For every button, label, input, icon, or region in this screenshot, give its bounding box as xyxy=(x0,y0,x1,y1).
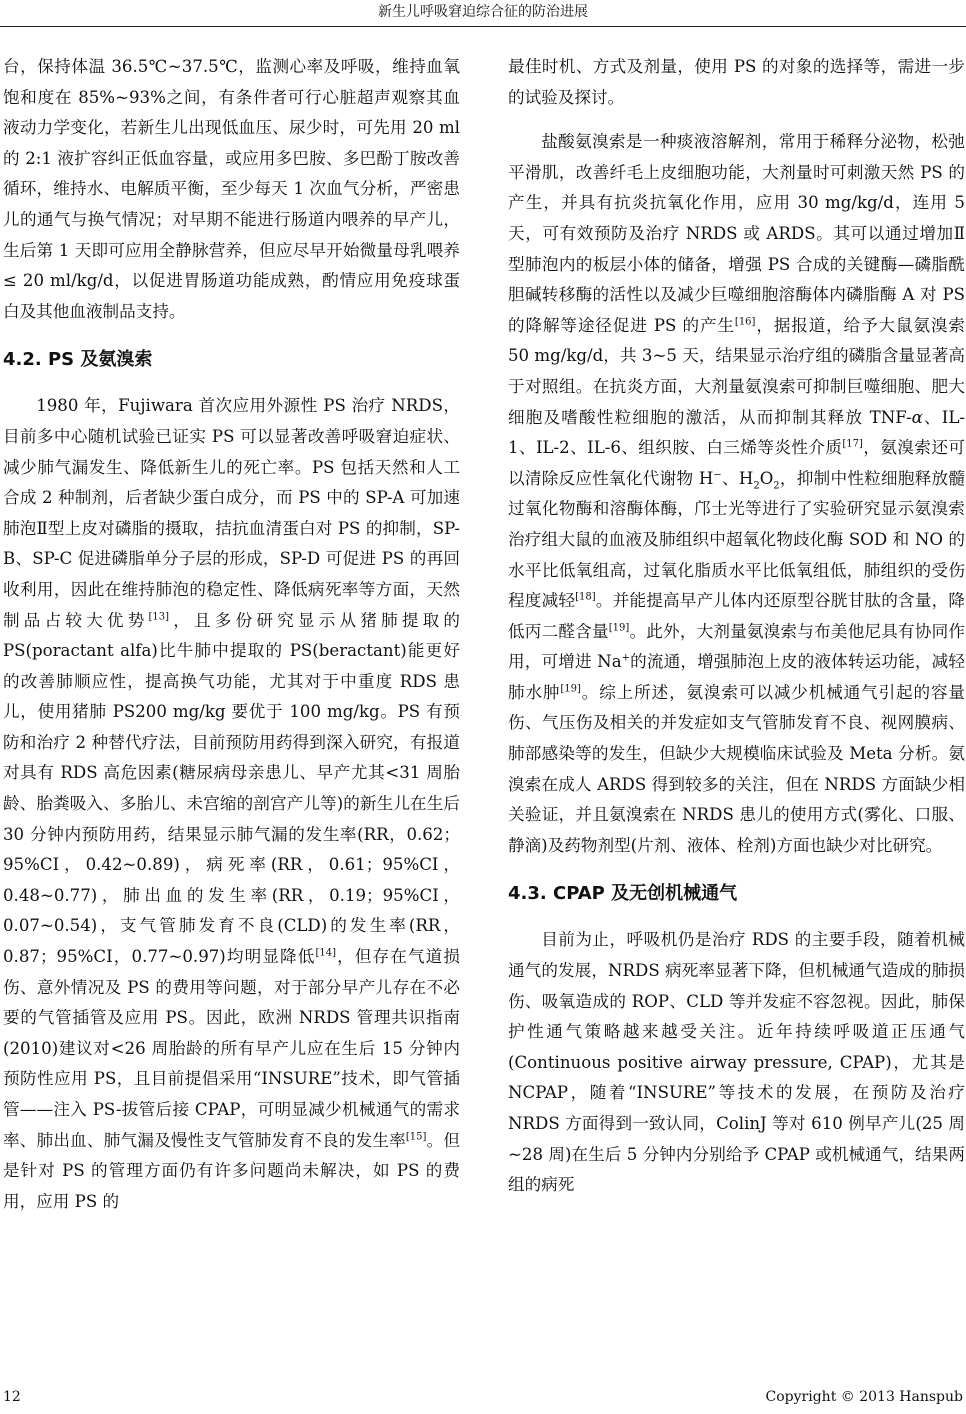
text-span: 、H xyxy=(721,468,754,488)
citation-14[interactable]: [14] xyxy=(315,947,336,959)
running-header: 新生儿呼吸窘迫综合征的防治进展 xyxy=(378,4,588,20)
section-heading-4-2: 4.2. PS 及氨溴索 xyxy=(3,349,153,371)
paragraph-cpap: 目前为止，呼吸机仍是治疗 RDS 的主要手段，随着机械通气的发展，NRDS 病死率显著下降，但机械通气造成的肺损伤、吸氧造成的 ROP、CLD 等并发症不容忽视。因此，肺保护性通气策略越来越受关注。近年持续呼吸道正压通气(Continuous positive airway pressure, CPAP)，尤其是 NCPAP，随着“INSURE”等技术的发展，在预防及治疗 NRDS 方面得到一致认同，ColinJ 等对 610 例早产儿(25 周~28 周)在生后 5 分钟内分别给予 CPAP 或机械通气，结果两组的病死 xyxy=(508,930,965,1195)
paragraph-ambroxol xyxy=(508,127,965,861)
subscript-2: 2 xyxy=(753,480,760,492)
text-span: ，且多份研究显示从猪肺提取的 PS(poractant alfa)比牛肺中提取的 PS(beractant)能更好的改善肺顺应性，提高换气功能，尤其对于中重度 RDS 患儿，使用猪肺 PS200 mg/kg 要优于 100 mg/kg。PS 有预防和治疗 2 种替代疗法，目前预防用药得到深入研究，有报道对具有 RDS 高危因素(糖尿病母亲患儿、早产尤其<31 周胎龄、胎粪吸入、多胎儿、未宫缩的剖宫产儿等)的新生儿在生后 30 分钟内预防用药，结果显示肺气漏的发生率(RR，0.62；95%CI，0.42~0.89)，病死率(RR，0.61；95%CI，0.48~0.77)，肺出血的发生率(RR，0.19；95%CI，0.07~0.54)，支气管肺发育不良(CLD)的发生率(RR，0.87；95%CI，0.77~0.97)均明显降低 xyxy=(3,610,461,967)
text-span: 1980 年，Fujiwara 首次应用外源性 PS 治疗 NRDS，目前多中心随机试验已证实 PS 可以显著改善呼吸窘迫症状、减少肺气漏发生、降低新生儿的死亡率。PS 包括天然和人工合成 2 种制剂，后者缺少蛋白成分，而 PS 中的 SP-A 可加速肺泡Ⅱ型上皮对磷脂的摄取，拮抗血清蛋白对 PS 的抑制，SP-B、SP-C 促进磷脂单分子层的形成，SP-D 可促进 PS 的再回收利用，因此在维持肺泡的稳定性、降低病死率等方面，天然制品占较大优势 xyxy=(3,396,460,630)
text-span: 盐酸氨溴索是一种痰液溶解剂，常用于稀释分泌物，松弛平滑肌，改善纤毛上皮细胞功能，大剂量时可刺激天然 PS 的产生，并具有抗炎抗氧化作用，应用 30 mg/kg/d，连用 5 天，可有效预防及治疗 NRDS 或 ARDS。其可以通过增加Ⅱ型肺泡内的板层小体的储备，增强 PS 合成的关键酶—磷脂酰胆碱转移酶的活性以及减少巨噬细胞溶酶体内磷脂酶 A 对 PS 的降解等途径促进 PS 的产生 xyxy=(508,132,965,335)
text-span: ，抑制中性粒细胞释放髓过氧化物酶和溶酶体酶，邝士光等进行了实验研究显示氨溴索治疗组大鼠的血液及肺组织中超氧化物歧化酶 SOD 和 NO 的水平比低氧组高，过氧化脂质水平比低氧组低，肺组织的受伤程度减轻 xyxy=(508,468,966,611)
citation-15[interactable]: [15] xyxy=(405,1131,427,1143)
text-span: 的流通，增强肺泡上皮的液体转运功能，减轻肺水肿 xyxy=(508,652,966,702)
alpha-symbol: α xyxy=(911,407,923,427)
header-rule xyxy=(0,26,966,27)
right-column xyxy=(508,52,965,1201)
paragraph-ps-continued: 最佳时机、方式及剂量，使用 PS 的对象的选择等，需进一步的试验及探讨。 xyxy=(508,57,965,107)
text-span: 。综上所述，氨溴索可以减少机械通气引起的容量伤、气压伤及相关的并发症如支气管肺发育不良、视网膜病、肺部感染等的发生，但缺少大规模临床试验及 Meta 分析。氨溴索在成人 ARDS 得到较多的关注，但在 NRDS 方面缺少相关验证，并且氨溴索在 NRDS 患儿的使用方式(雾化、口服、静滴)及药物剂型(片剂、液体、栓剂)方面也缺少对比研究。 xyxy=(508,682,966,855)
left-column xyxy=(3,52,460,1217)
citation-19[interactable]: [19] xyxy=(560,683,581,695)
superscript-minus: − xyxy=(713,469,722,481)
text-span: ，据报道，给予大鼠氨溴索 50 mg/kg/d，共 3~5 天，结果显示治疗组的磷脂含量显著高于对照组。在抗炎方面，大剂量氨溴索可抑制巨噬细胞、肥大细胞及嗜酸性粒细胞的激活，从而抑制其释放 TNF- xyxy=(508,315,966,427)
superscript-plus: + xyxy=(621,652,630,664)
citation-13[interactable]: [13] xyxy=(148,610,170,622)
text-span: 。但是针对 PS 的管理方面仍有许多问题尚未解决，如 PS 的费用，应用 PS 的 xyxy=(3,1130,461,1211)
section-heading-4-3: 4.3. CPAP 及无创机械通气 xyxy=(508,883,738,905)
text-span: ，但存在气道损伤、意外情况及 PS 的费用等问题，对于部分早产儿存在不必要的气管插管及应用 PS。因此，欧洲 NRDS 管理共识指南(2010)建议对<26 周胎龄的所有早产儿应在生后 15 分钟内预防性应用 PS，且目前提倡采用“INSURE”技术，即气管插管——注入 PS-拔管后接 CPAP，可明显减少机械通气的需求率、肺出血、肺气漏及慢性支气管肺发育不良的发生率 xyxy=(3,947,460,1150)
subscript-2: 2 xyxy=(773,480,780,492)
paragraph-ps-therapy xyxy=(3,391,460,1217)
paragraph-nutrition-care: 台，保持体温 36.5℃~37.5℃，监测心率及呼吸，维持血氧饱和度在 85%~93%之间，有条件者可行心脏超声观察其血液动力学变化，若新生儿出现低血压、尿少时，可先用 20 ml 的 2:1 液扩容纠正低血容量，或应用多巴胺、多巴酚丁胺改善循环，维持水、电解质平衡，至少每天 1 次血气分析，严密患儿的通气与换气情况；对早期不能进行肠道内喂养的早产儿，生后第 1 天即可应用全静脉营养，但应尽早开始微量母乳喂养 ≤ 20 ml/kg/d，以促进胃肠道功能成熟，酌情应用免疫球蛋白及其他血液制品支持。 xyxy=(3,57,460,321)
text-span: 。此外，大剂量氨溴索与布美他尼具有协同作用，可增进 Na xyxy=(508,621,966,672)
text-span: 、IL-1、IL-2、IL-6、组织胺、白三烯等炎性介质 xyxy=(508,407,965,458)
citation-17[interactable]: [17] xyxy=(842,438,863,450)
citation-19[interactable]: [19] xyxy=(608,622,630,634)
text-span: 。并能提高早产儿体内还原型谷胱甘肽的含量，降低丙二醛含量 xyxy=(508,591,966,641)
text-span: O xyxy=(759,468,774,488)
text-span: ，氨溴索还可以清除反应性氧化代谢物 H xyxy=(508,438,965,488)
copyright-notice: Copyright © 2013 Hanspub xyxy=(765,1389,963,1405)
citation-18[interactable]: [18] xyxy=(575,591,596,603)
page-number: 12 xyxy=(3,1389,21,1405)
citation-16[interactable]: [16] xyxy=(734,316,756,328)
